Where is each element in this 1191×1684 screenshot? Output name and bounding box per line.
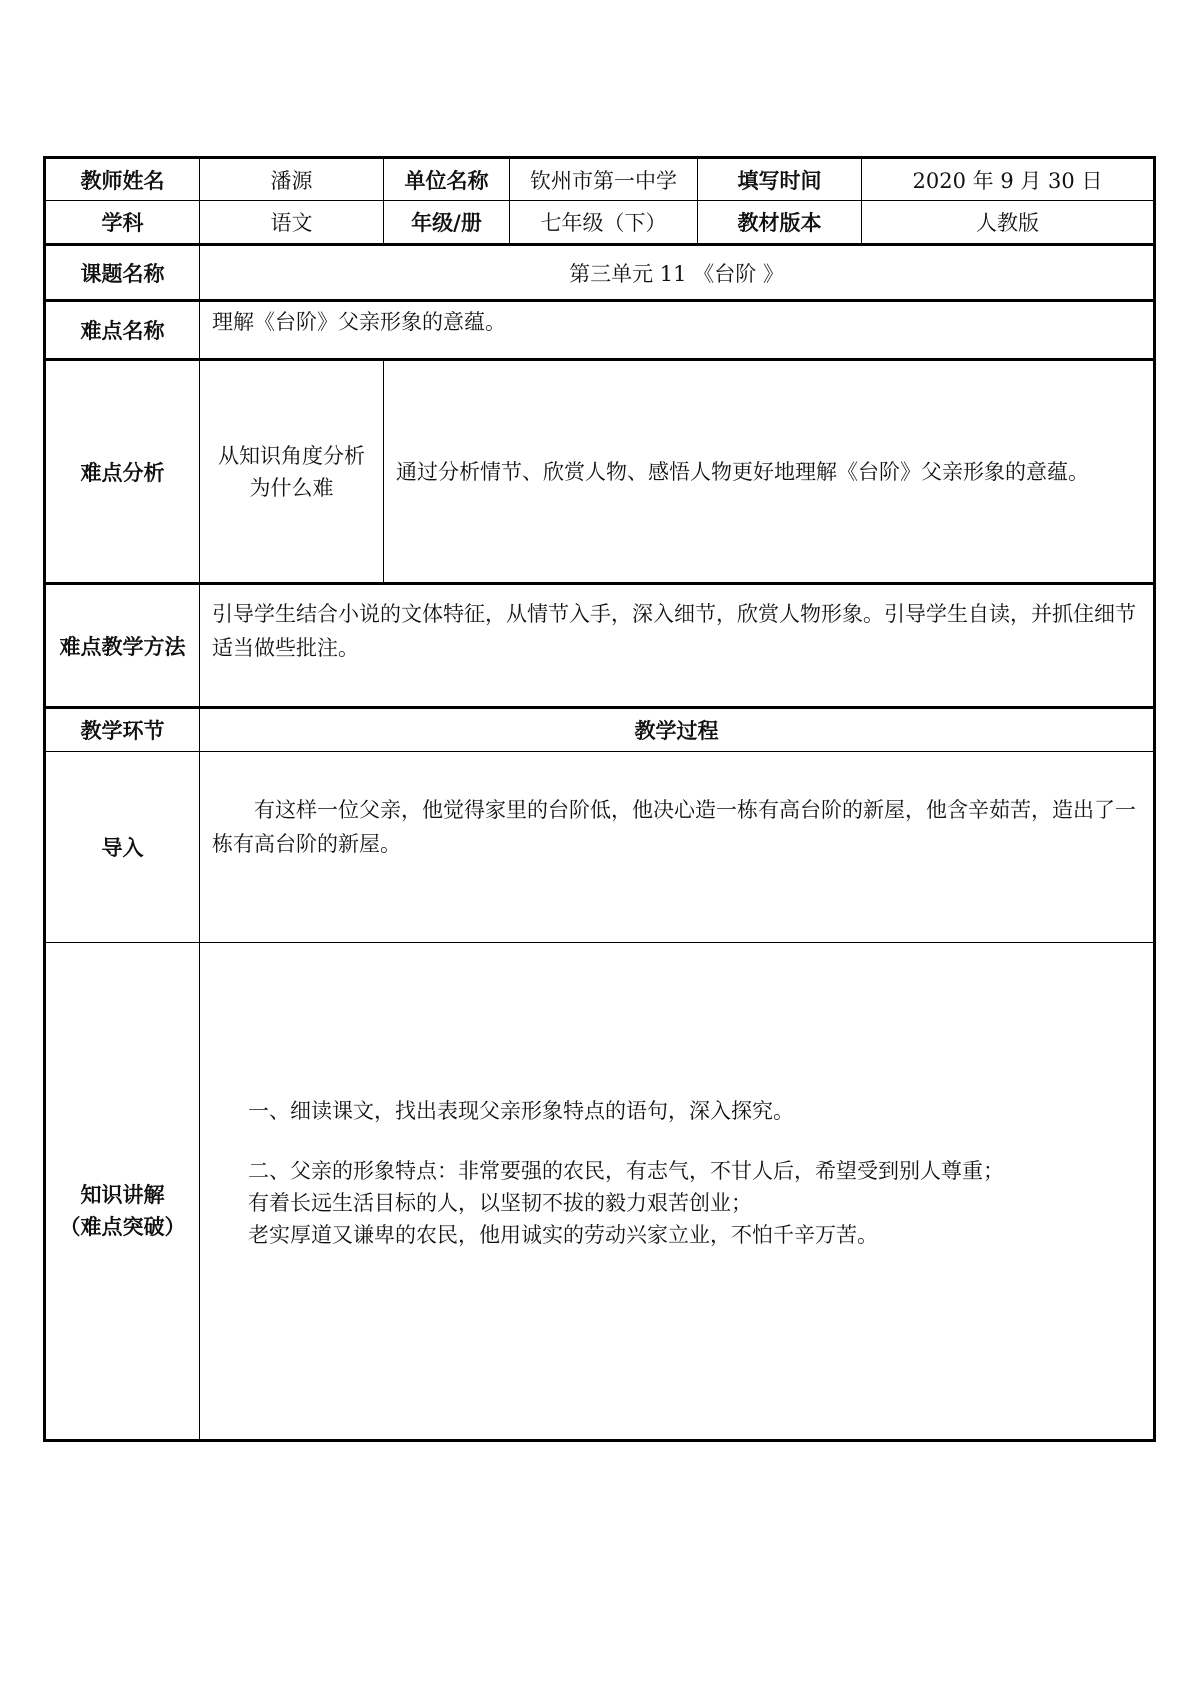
difficulty-label: 难点名称 <box>45 301 200 360</box>
knowledge-line-3: 有着长远生活目标的人，以坚韧不拔的毅力艰苦创业； <box>248 1191 752 1215</box>
process-header: 教学过程 <box>200 708 1155 752</box>
method-row <box>45 584 1155 708</box>
unit-value: 钦州市第一中学 <box>510 158 698 201</box>
date-label: 填写时间 <box>698 158 862 201</box>
knowledge-line-1: 一、细读课文，找出表现父亲形象特点的语句，深入探究。 <box>248 1099 794 1123</box>
date-value: 2020 年 9 月 30 日 <box>862 158 1155 201</box>
title-row <box>45 245 1155 301</box>
intro-text: 有这样一位父亲，他觉得家里的台阶低，他决心造一栋有高台阶的新屋，他含辛茹苦，造出了一栋有高台阶的新屋。 <box>200 752 1155 943</box>
title-label: 课题名称 <box>45 245 200 301</box>
teacher-label: 教师姓名 <box>45 158 200 201</box>
lesson-plan-table <box>43 156 1156 1442</box>
stage-header: 教学环节 <box>45 708 200 752</box>
unit-label: 单位名称 <box>384 158 510 201</box>
subject-value: 语文 <box>200 201 384 245</box>
header-row-1 <box>45 158 1155 201</box>
knowledge-content <box>200 943 1155 1441</box>
title-value: 第三单元 11 《台阶 》 <box>200 245 1155 301</box>
process-header-row <box>45 708 1155 752</box>
header-row-2 <box>45 201 1155 245</box>
method-value: 引导学生结合小说的文体特征，从情节入手，深入细节，欣赏人物形象。引导学生自读，并抓住细节适当做些批注。 <box>200 584 1155 708</box>
edition-label: 教材版本 <box>698 201 862 245</box>
method-label: 难点教学方法 <box>45 584 200 708</box>
knowledge-line-4: 老实厚道又谦卑的农民，他用诚实的劳动兴家立业，不怕千辛万苦。 <box>248 1223 878 1247</box>
lesson-plan-page <box>43 156 1153 1442</box>
grade-label: 年级/册 <box>384 201 510 245</box>
analysis-value: 通过分析情节、欣赏人物、感悟人物更好地理解《台阶》父亲形象的意蕴。 <box>384 360 1155 584</box>
difficulty-row <box>45 301 1155 360</box>
knowledge-line-2: 二、父亲的形象特点：非常要强的农民，有志气，不甘人后，希望受到别人尊重； <box>248 1159 1004 1183</box>
difficulty-value: 理解《台阶》父亲形象的意蕴。 <box>200 301 1155 360</box>
analysis-label: 难点分析 <box>45 360 200 584</box>
knowledge-label-cell <box>45 943 200 1441</box>
intro-row <box>45 752 1155 943</box>
analysis-row <box>45 360 1155 584</box>
teacher-value: 潘源 <box>200 158 384 201</box>
intro-label: 导入 <box>45 752 200 943</box>
subject-label: 学科 <box>45 201 200 245</box>
knowledge-label: 知识讲解 <box>80 1183 165 1207</box>
analysis-sub-label: 从知识角度分析为什么难 <box>200 360 384 584</box>
grade-value: 七年级（下） <box>510 201 698 245</box>
knowledge-row <box>45 943 1155 1441</box>
edition-value: 人教版 <box>862 201 1155 245</box>
knowledge-sublabel: （难点突破） <box>59 1215 186 1239</box>
